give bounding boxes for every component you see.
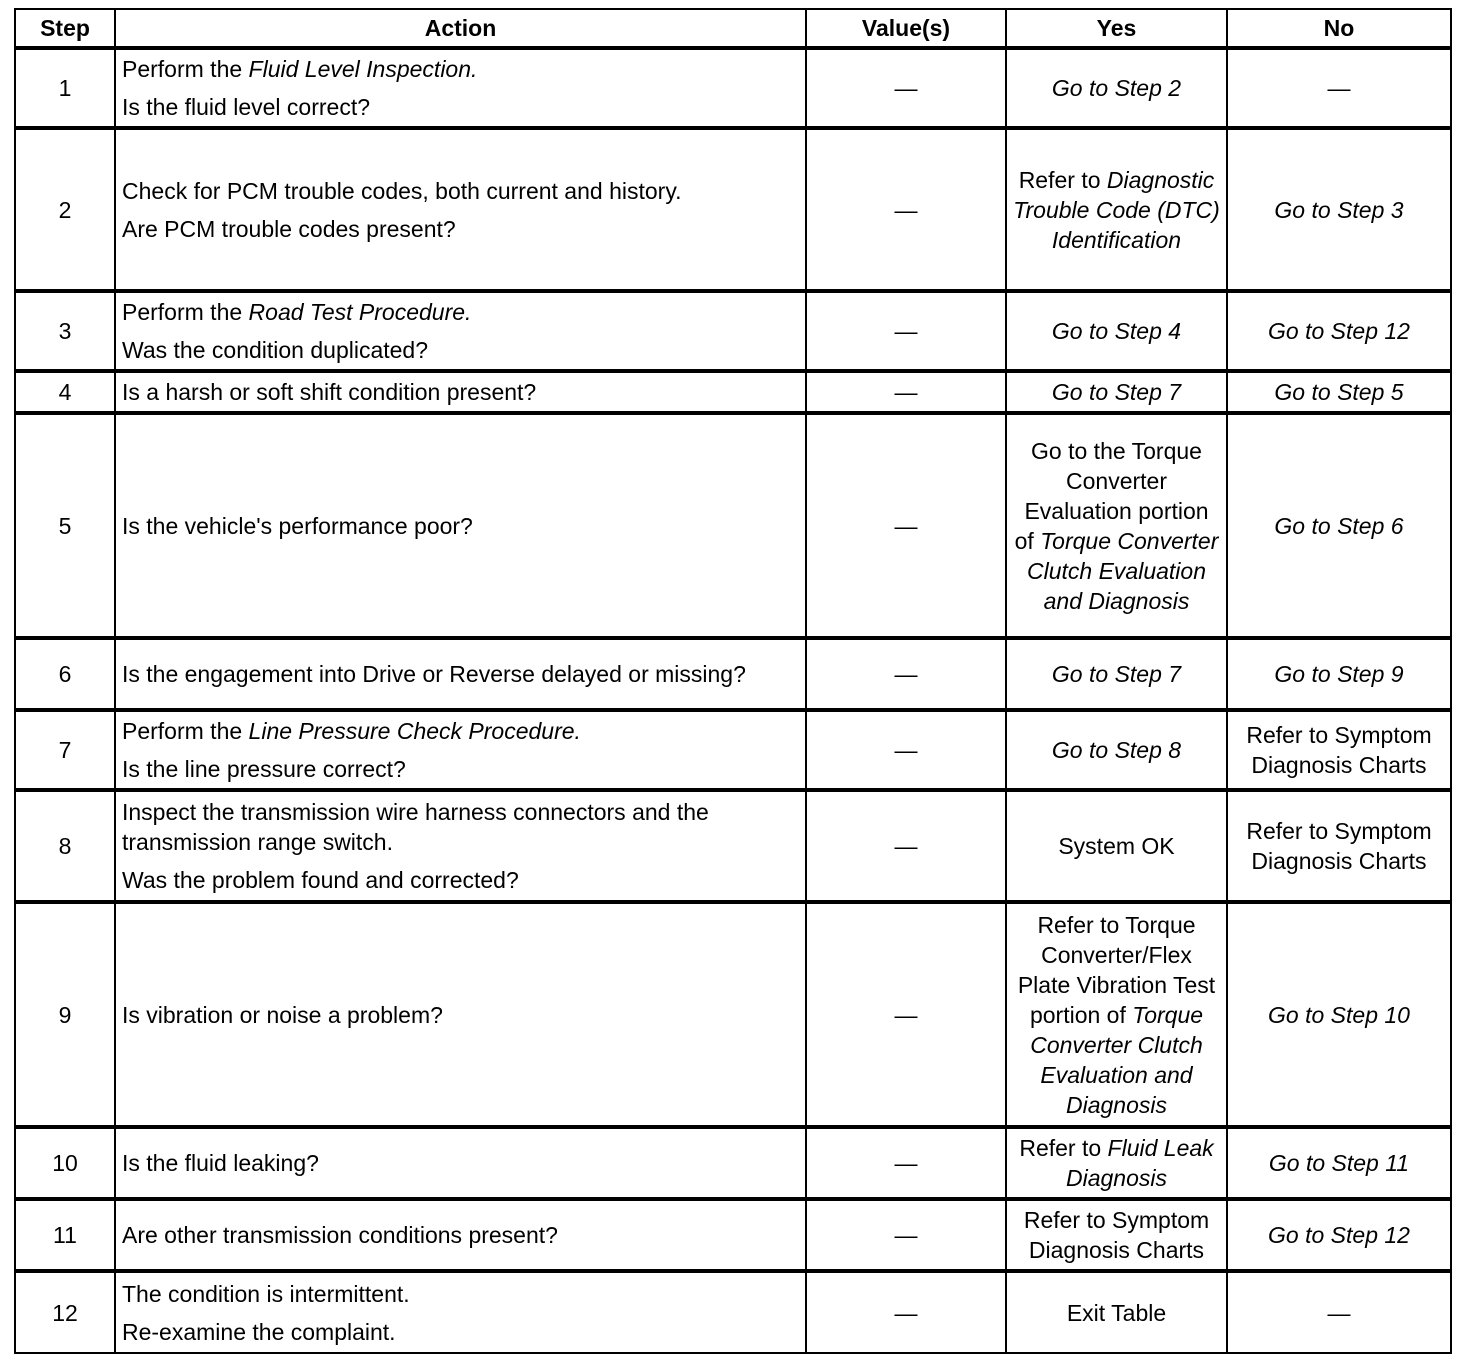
yes-cell (1006, 1199, 1227, 1271)
action-text: Fluid Level Inspection. (248, 56, 478, 82)
yes-text: Go to Step 7 (1051, 661, 1182, 687)
action-line (122, 754, 799, 784)
no-cell (1227, 1199, 1451, 1271)
value-cell: — (806, 128, 1006, 291)
action-line (122, 377, 799, 407)
yes-cell (1006, 1127, 1227, 1199)
no-text: Go to Step 5 (1274, 379, 1404, 405)
yes-cell (1006, 48, 1227, 128)
yes-cell (1006, 413, 1227, 638)
action-text: Is the line pressure correct? (122, 756, 406, 782)
no-text: Refer to Symptom Diagnosis Charts (1246, 818, 1432, 874)
action-line (122, 1279, 799, 1309)
header-yes: Yes (1006, 9, 1227, 48)
no-text: Go to Step 12 (1268, 318, 1410, 344)
yes-text: Torque Converter Clutch Evaluation and Diagnosis (1027, 527, 1219, 614)
no-cell (1227, 1271, 1451, 1353)
yes-text: Exit Table (1066, 1299, 1167, 1326)
action-line (122, 92, 799, 122)
yes-text: Torque Converter Clutch Evaluation and Diagnosis (1030, 1001, 1204, 1118)
action-text: Road Test Procedure. (248, 299, 472, 325)
action-text: The condition is intermittent. (122, 1280, 410, 1307)
action-line (122, 1317, 799, 1347)
no-cell (1227, 1127, 1451, 1199)
action-line (122, 659, 799, 689)
step-number: 1 (15, 48, 115, 128)
value-cell: — (806, 291, 1006, 371)
value-cell: — (806, 710, 1006, 790)
yes-text: Refer to (1018, 166, 1107, 193)
no-text: Go to Step 9 (1274, 661, 1404, 687)
step-number: 2 (15, 128, 115, 291)
value-cell: — (806, 902, 1006, 1127)
yes-text: System OK (1058, 833, 1175, 859)
yes-text: Diagnostic Trouble Code (DTC) Identification (1013, 166, 1220, 253)
yes-text: Go to the Torque Converter Evaluation portion of (1014, 437, 1209, 554)
no-cell (1227, 902, 1451, 1127)
value-cell: — (806, 1127, 1006, 1199)
step-number: 8 (15, 790, 115, 902)
no-cell (1227, 291, 1451, 371)
step-number: 11 (15, 1199, 115, 1271)
yes-text: Fluid Leak Diagnosis (1066, 1135, 1214, 1191)
yes-text: Refer to (1019, 1135, 1108, 1161)
yes-text: Go to Step 8 (1051, 737, 1182, 763)
table-row (15, 638, 1451, 710)
action-line (122, 54, 799, 84)
step-number: 6 (15, 638, 115, 710)
action-cell (115, 710, 806, 790)
action-cell (115, 413, 806, 638)
step-number: 12 (15, 1271, 115, 1353)
action-line (122, 1000, 799, 1030)
no-text: Go to Step 3 (1274, 196, 1404, 223)
yes-text: Go to Step 7 (1051, 379, 1182, 405)
action-line (122, 214, 799, 244)
no-cell (1227, 790, 1451, 902)
yes-cell (1006, 1271, 1227, 1353)
action-cell (115, 638, 806, 710)
yes-cell (1006, 902, 1227, 1127)
action-line (122, 176, 799, 206)
table-row (15, 1271, 1451, 1353)
action-text: Inspect the transmission wire harness connectors and the transmission range switch. (122, 799, 709, 855)
action-cell (115, 1271, 806, 1353)
action-text: Re-examine the complaint. (122, 1318, 396, 1345)
action-line (122, 335, 799, 365)
action-text: Are other transmission conditions present? (122, 1222, 558, 1248)
action-cell (115, 291, 806, 371)
yes-cell (1006, 371, 1227, 413)
no-text: Refer to Symptom Diagnosis Charts (1246, 722, 1432, 778)
action-text: Is the fluid level correct? (122, 94, 371, 120)
no-text: Go to Step 11 (1268, 1150, 1410, 1176)
action-cell (115, 48, 806, 128)
header-values: Value(s) (806, 9, 1006, 48)
header-action: Action (115, 9, 806, 48)
table-row (15, 48, 1451, 128)
action-line (122, 716, 799, 746)
table-header-row (15, 9, 1451, 48)
action-text: Perform the (122, 299, 249, 325)
diagnostic-table (14, 8, 1452, 1354)
action-line (122, 797, 799, 857)
yes-cell (1006, 128, 1227, 291)
value-cell: — (806, 413, 1006, 638)
action-text: Perform the (122, 718, 249, 744)
step-number: 7 (15, 710, 115, 790)
yes-text: Refer to Symptom Diagnosis Charts (1023, 1207, 1210, 1263)
action-text: Are PCM trouble codes present? (122, 215, 456, 242)
step-number: 9 (15, 902, 115, 1127)
action-text: Was the problem found and corrected? (122, 867, 519, 893)
yes-cell (1006, 710, 1227, 790)
action-text: Perform the (122, 56, 249, 82)
action-cell (115, 1127, 806, 1199)
step-number: 4 (15, 371, 115, 413)
no-text: — (1327, 1299, 1351, 1326)
diagnostic-table-container (14, 8, 1452, 1354)
action-line (122, 511, 799, 541)
no-cell (1227, 638, 1451, 710)
value-cell: — (806, 48, 1006, 128)
table-row (15, 1199, 1451, 1271)
action-line (122, 865, 799, 895)
action-cell (115, 1199, 806, 1271)
action-cell (115, 371, 806, 413)
step-number: 3 (15, 291, 115, 371)
value-cell: — (806, 1199, 1006, 1271)
yes-text: Refer to Torque Converter/Flex Plate Vibration Test portion of (1017, 911, 1216, 1028)
yes-cell (1006, 638, 1227, 710)
table-body (15, 48, 1451, 1353)
header-no: No (1227, 9, 1451, 48)
action-text: Is a harsh or soft shift condition present? (122, 379, 537, 405)
action-text: Was the condition duplicated? (122, 337, 429, 363)
no-cell (1227, 413, 1451, 638)
no-cell (1227, 710, 1451, 790)
value-cell: — (806, 790, 1006, 902)
yes-cell (1006, 790, 1227, 902)
action-cell (115, 128, 806, 291)
no-text: Go to Step 10 (1268, 1001, 1410, 1028)
action-text: Is the vehicle's performance poor? (122, 512, 473, 539)
table-row (15, 790, 1451, 902)
action-line (122, 1148, 799, 1178)
action-line (122, 297, 799, 327)
no-cell (1227, 371, 1451, 413)
table-row (15, 902, 1451, 1127)
yes-text: Go to Step 4 (1051, 318, 1182, 344)
value-cell: — (806, 638, 1006, 710)
value-cell: — (806, 371, 1006, 413)
action-text: Is the fluid leaking? (122, 1150, 319, 1176)
value-cell: — (806, 1271, 1006, 1353)
action-text: Is the engagement into Drive or Reverse delayed or missing? (122, 661, 746, 687)
no-text: — (1327, 75, 1351, 101)
yes-cell (1006, 291, 1227, 371)
no-cell (1227, 128, 1451, 291)
header-step: Step (15, 9, 115, 48)
table-row (15, 710, 1451, 790)
action-text: Is vibration or noise a problem? (122, 1001, 443, 1028)
action-cell (115, 902, 806, 1127)
action-cell (115, 790, 806, 902)
no-text: Go to Step 12 (1268, 1222, 1410, 1248)
table-row (15, 1127, 1451, 1199)
step-number: 5 (15, 413, 115, 638)
action-text: Check for PCM trouble codes, both current and history. (122, 177, 682, 204)
action-text: Line Pressure Check Procedure. (248, 718, 581, 744)
table-row (15, 291, 1451, 371)
no-cell (1227, 48, 1451, 128)
yes-text: Go to Step 2 (1051, 75, 1182, 101)
table-row (15, 128, 1451, 291)
no-text: Go to Step 6 (1274, 512, 1404, 539)
action-line (122, 1220, 799, 1250)
table-row (15, 413, 1451, 638)
table-row (15, 371, 1451, 413)
step-number: 10 (15, 1127, 115, 1199)
